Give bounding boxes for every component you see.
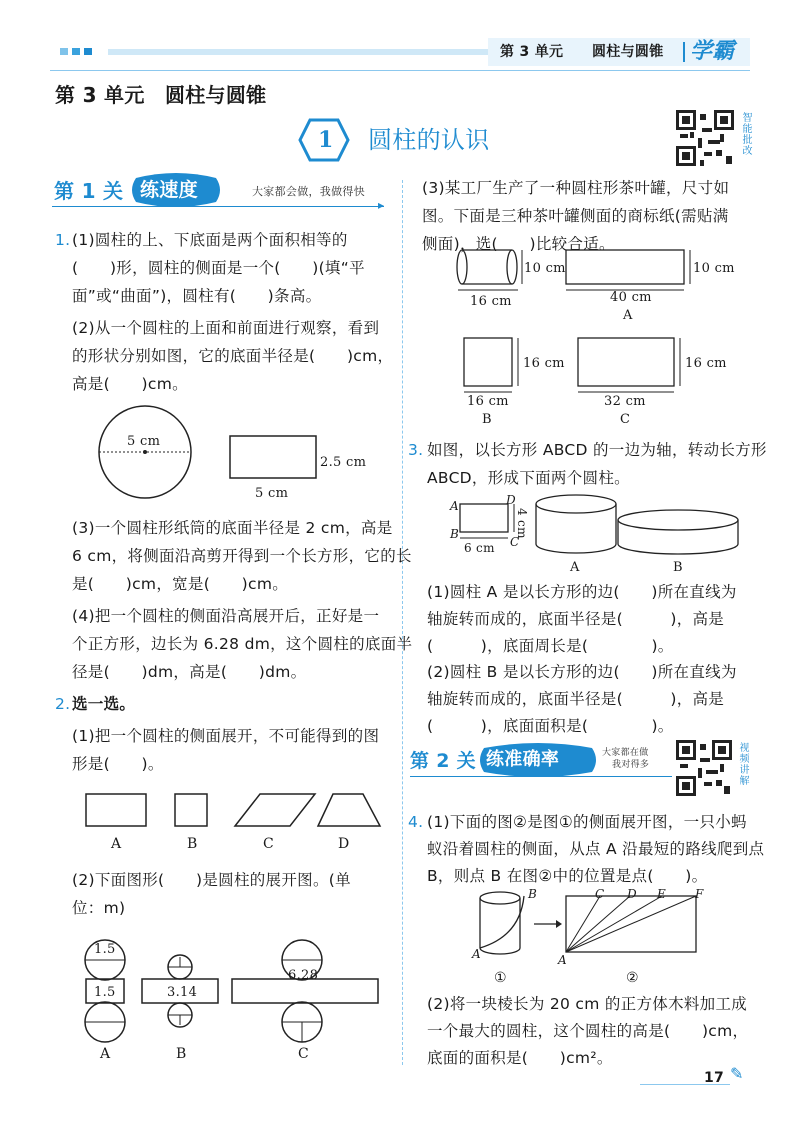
q1-fig-rect-width: 5 cm bbox=[255, 486, 289, 501]
q2-p1-line1: (1)把一个圆柱的侧面展开，不可能得到的图 bbox=[72, 727, 380, 745]
q1-p1-line1: (1)圆柱的上、下底面是两个面积相等的 bbox=[72, 231, 348, 249]
netC-mid-label: 6.28 bbox=[288, 968, 319, 983]
q4-p2-line1: (2)将一块棱长为 20 cm 的正方体木料加工成 bbox=[427, 995, 748, 1013]
q3-figure bbox=[440, 488, 750, 578]
q4-pt-f: F bbox=[695, 887, 704, 901]
q3-p2-line1: (2)圆柱 B 是以长方形的边( )所在直线为 bbox=[427, 663, 737, 681]
brand-logo: 学霸 bbox=[690, 39, 735, 64]
q3-number: 3. bbox=[408, 441, 424, 459]
level1-underline bbox=[52, 206, 384, 207]
q4-pt-d: D bbox=[627, 887, 637, 901]
q3-p1-line3: ( )，底面周长是( )。 bbox=[427, 637, 674, 655]
q4-p1-line2: 蚁沿着圆柱的侧面，从点 A 沿最短的路线爬到点 bbox=[427, 840, 765, 858]
q1r-p3-line1: (3)某工厂生产了一种圆柱形茶叶罐，尺寸如 bbox=[422, 179, 730, 197]
q1-p1-line3: 面”或“曲面”)，圆柱有( )条高。 bbox=[72, 287, 322, 305]
q4-pt-a: A bbox=[472, 947, 481, 961]
q1-p4-line1: (4)把一个圆柱的侧面沿高展开后，正好是一 bbox=[72, 607, 380, 625]
q1-p3-line3: 是( )cm，宽是( )cm。 bbox=[72, 575, 289, 593]
q1r-p3-line3: 侧面)，选( )比较合适。 bbox=[422, 235, 615, 253]
pencil-icon: ✎ bbox=[730, 1064, 744, 1083]
level1-slogan: 大家都会做，我做得快 bbox=[252, 185, 365, 198]
q1-p2-line3: 高是( )cm。 bbox=[72, 375, 188, 393]
q4-p1-line3: B，则点 B 在图②中的位置是点( )。 bbox=[427, 867, 708, 885]
net-label-c: C bbox=[298, 1046, 310, 1062]
q1-p3-line1: (3)一个圆柱形纸筒的底面半径是 2 cm，高是 bbox=[72, 519, 393, 537]
q3-pt-c: C bbox=[510, 535, 520, 549]
netA-top-label: 1.5 bbox=[94, 942, 116, 957]
optA-height: 10 cm bbox=[693, 261, 735, 276]
optC-label: C bbox=[620, 412, 631, 427]
shape-rectangle bbox=[86, 794, 146, 826]
q3-cyl-a-label: A bbox=[570, 560, 580, 575]
page-number: 17 bbox=[704, 1070, 725, 1086]
q3-p1-line2: 轴旋转而成的，底面半径是( )，高是 bbox=[427, 610, 725, 628]
q4-number: 4. bbox=[408, 813, 424, 831]
qr-code-icon[interactable] bbox=[676, 110, 736, 168]
q1-p1-line2: ( )形，圆柱的侧面是一个( )(填“平 bbox=[72, 259, 365, 277]
can-width: 16 cm bbox=[470, 294, 512, 309]
q1-number: 1. bbox=[55, 231, 71, 249]
q3-pt-b: B bbox=[450, 527, 460, 541]
shape-label-d: D bbox=[338, 836, 350, 852]
netB-mid-label: 3.14 bbox=[167, 985, 198, 1000]
level2-slogan-2: 我对得多 bbox=[612, 760, 650, 770]
qr-label-ai-grading: 智能批改 bbox=[740, 112, 751, 156]
q1-fig-diameter: 5 cm bbox=[127, 434, 161, 449]
page-title: 第 3 单元 圆柱与圆锥 bbox=[55, 83, 267, 107]
level1-arrow-icon: ▸ bbox=[378, 198, 385, 212]
qr-label-video: 视频讲解 bbox=[737, 742, 748, 786]
shape-label-a: A bbox=[111, 836, 122, 852]
q2-shapes bbox=[80, 790, 390, 834]
q1r-p3-line2: 图。下面是三种茶叶罐侧面的商标纸(需贴满 bbox=[422, 207, 729, 225]
net-label-a: A bbox=[100, 1046, 111, 1062]
lesson-title: 圆柱的认识 bbox=[368, 126, 490, 154]
netA-mid-label: 1.5 bbox=[94, 985, 116, 1000]
net-label-b: B bbox=[176, 1046, 187, 1062]
optB-width: 16 cm bbox=[467, 394, 509, 409]
level2-badge: 练准确率 bbox=[486, 749, 560, 770]
q2-nets bbox=[70, 938, 390, 1048]
q2-p2-line1: (2)下面图形( )是圆柱的展开图。(单 bbox=[72, 871, 351, 889]
q3-rect-width: 6 cm bbox=[464, 541, 495, 555]
q3-line1: 如图，以长方形 ABCD 的一边为轴，转动长方形 bbox=[427, 441, 767, 459]
q3-pt-d: D bbox=[506, 493, 516, 507]
q4-fig1-label: ① bbox=[494, 970, 507, 986]
shape-label-c: C bbox=[263, 836, 275, 852]
lesson-number: 1 bbox=[318, 127, 334, 153]
q1-p4-line3: 径是( )dm，高是( )dm。 bbox=[72, 663, 307, 681]
q2-p2-line2: 位：m) bbox=[72, 899, 126, 917]
q1-p4-line2: 个正方形，边长为 6.28 dm，这个圆柱的底面半 bbox=[72, 635, 413, 653]
header-divider bbox=[683, 42, 685, 62]
header-bar bbox=[108, 49, 488, 55]
shape-parallelogram bbox=[235, 794, 315, 826]
optB-label: B bbox=[482, 412, 492, 427]
q4-pt-a2: A bbox=[558, 953, 567, 967]
level1-name: 第 1 关 bbox=[54, 179, 124, 203]
shape-label-b: B bbox=[187, 836, 198, 852]
header-unit-label: 第 3 单元 bbox=[500, 44, 564, 60]
q3-p1-line1: (1)圆柱 A 是以长方形的边( )所在直线为 bbox=[427, 583, 737, 601]
header-squares bbox=[60, 48, 100, 56]
qr-code-video-icon[interactable] bbox=[676, 740, 732, 796]
optC-width: 32 cm bbox=[604, 394, 646, 409]
q1-p3-line2: 6 cm，将侧面沿高剪开得到一个长方形，它的长 bbox=[72, 547, 412, 565]
q3-rect-height: 4 cm bbox=[515, 508, 529, 539]
q1-p2-line1: (2)从一个圆柱的上面和前面进行观察，看到 bbox=[72, 319, 380, 337]
level2-name: 第 2 关 bbox=[410, 750, 476, 772]
optA-label: A bbox=[623, 308, 633, 323]
level1-badge: 练速度 bbox=[140, 179, 198, 201]
q1-p2-line2: 的形状分别如图，它的底面半径是( )cm， bbox=[72, 347, 394, 365]
optC-height: 16 cm bbox=[685, 356, 727, 371]
header-unit-name: 圆柱与圆锥 bbox=[592, 44, 664, 60]
q3-cyl-b-label: B bbox=[673, 560, 683, 575]
q2-number: 2. bbox=[55, 695, 71, 713]
q4-pt-c: C bbox=[595, 887, 605, 901]
shape-square bbox=[175, 794, 207, 826]
q1-fig-rect-height: 2.5 cm bbox=[320, 455, 367, 470]
q4-p2-line3: 底面的面积是( )cm²。 bbox=[427, 1049, 613, 1067]
column-divider bbox=[402, 180, 403, 1065]
q4-p2-line2: 一个最大的圆柱，这个圆柱的高是( )cm， bbox=[427, 1022, 749, 1040]
q4-p1-line1: (1)下面的图②是图①的侧面展开图，一只小蚂 bbox=[427, 813, 747, 831]
optB-height: 16 cm bbox=[523, 356, 565, 371]
q3-pt-a: A bbox=[450, 499, 459, 513]
q2-heading: 选一选。 bbox=[72, 695, 136, 713]
q3-p2-line3: ( )，底面面积是( )。 bbox=[427, 717, 674, 735]
q4-pt-e: E bbox=[657, 887, 667, 901]
q3-p2-line2: 轴旋转而成的，底面半径是( )，高是 bbox=[427, 690, 725, 708]
level2-underline bbox=[410, 776, 672, 777]
q2-p1-line2: 形是( )。 bbox=[72, 755, 164, 773]
level2-slogan-1: 大家都在做 bbox=[602, 748, 649, 758]
q3-line2: ABCD，形成下面两个圆柱。 bbox=[427, 469, 630, 487]
q4-pt-b: B bbox=[528, 887, 538, 901]
optA-width: 40 cm bbox=[610, 290, 652, 305]
header-rule bbox=[50, 70, 750, 71]
shape-trapezoid bbox=[318, 794, 380, 826]
q4-fig2-label: ② bbox=[626, 970, 639, 986]
can-height: 10 cm bbox=[524, 261, 566, 276]
